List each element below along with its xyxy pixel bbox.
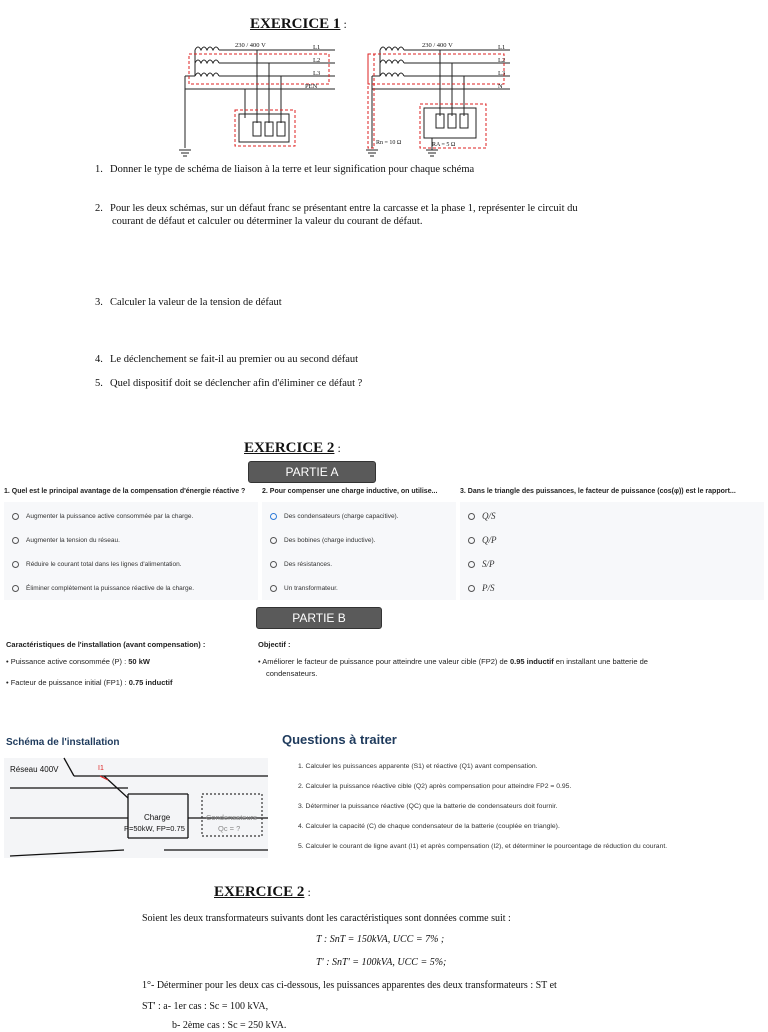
qcm-3-text: 3. Dans le triangle des puissances, le facteur de puissance (cos(φ)) est le rapport... [460, 488, 736, 495]
radio-icon[interactable] [468, 585, 475, 592]
svg-text:230 / 400 V: 230 / 400 V [235, 42, 266, 49]
radio-icon[interactable] [270, 585, 277, 592]
qcm-3-option-4[interactable]: P/S [460, 576, 764, 600]
qcm-1-option-1[interactable]: Augmenter la puissance active consommée par la charge. [4, 504, 258, 528]
carac-item-pf: • Facteur de puissance initial (FP1) : 0.75 inductif [6, 678, 173, 687]
svg-text:L1: L1 [498, 44, 506, 51]
svg-text:230 / 400 V: 230 / 400 V [422, 42, 453, 49]
qcm-2-option-2[interactable]: Des bobines (charge inductive). [262, 528, 456, 552]
radio-icon[interactable] [270, 513, 277, 520]
objectif-text: • Améliorer le facteur de puissance pour atteindre une valeur cible (FP2) de 0.95 inductif en installant une batterie de condensateurs. [258, 657, 648, 678]
ex2b-title: EXERCICE 2 : [214, 884, 311, 900]
svg-text:Réseau 400V: Réseau 400V [10, 765, 59, 774]
svg-text:Condensateurs: Condensateurs [206, 813, 257, 822]
radio-icon[interactable] [12, 561, 19, 568]
question-item: 1. Calculer les puissances apparente (S1) et réactive (Q1) avant compensation. [298, 763, 538, 770]
questions-list [298, 762, 764, 862]
qcm-1-text: 1. Quel est le principal avantage de la compensation d'énergie réactive ? [4, 488, 246, 495]
qcm-1-option-4[interactable]: Éliminer complètement la puissance réactive de la charge. [4, 576, 258, 600]
question-item: 3. Déterminer la puissance réactive (QC) que la batterie de condensateurs doit fournir. [298, 803, 558, 810]
qcm-2-option-3[interactable]: Des résistances. [262, 552, 456, 576]
radio-icon[interactable] [12, 585, 19, 592]
radio-icon[interactable] [468, 561, 475, 568]
svg-text:Qc = ?: Qc = ? [218, 824, 241, 833]
partie-b-banner: PARTIE B [256, 607, 382, 629]
ex1-diagram-left [175, 38, 340, 163]
svg-text:L3: L3 [313, 70, 321, 77]
question-item: 5. Calculer le courant de ligne avant (I1) et après compensation (I2), et déterminer le pourcentage de réduction du courant. [298, 843, 668, 850]
objectif-title: Objectif : [258, 640, 291, 649]
svg-text:L1: L1 [313, 44, 321, 51]
radio-icon[interactable] [468, 537, 475, 544]
ex2b-case-b: b- 2ème cas : Sc = 250 kVA. [172, 1020, 287, 1031]
qcm-question-3 [460, 488, 764, 596]
svg-text:P=50kW, FP=0.75: P=50kW, FP=0.75 [124, 824, 185, 833]
radio-icon[interactable] [270, 561, 277, 568]
qcm-2-option-4[interactable]: Un transformateur. [262, 576, 456, 600]
question-item: 2. Calculer la puissance réactive cible (Q2) après compensation pour atteindre FP2 = 0.95. [298, 783, 572, 790]
transformer-t-prime: T' : SnT' = 100kVA, UCC = 5%; [316, 957, 447, 968]
ex1-diagram-right [360, 38, 515, 163]
svg-text:L2: L2 [498, 57, 506, 64]
installation-schematic [4, 758, 268, 858]
radio-icon[interactable] [270, 537, 277, 544]
svg-text:N: N [498, 83, 503, 90]
ex1-question-2: 2. Pour les deux schémas, sur un défaut franc se présentant entre la carcasse et la phase 1, représenter le circuit du courant de défaut et calculer ou déterminer la valeur du courant de défaut. [95, 203, 578, 227]
ex2b-case-a: ST' : a- 1er cas : Sc = 100 kVA, [142, 1001, 269, 1012]
carac-item-power: • Puissance active consommée (P) : 50 kW [6, 657, 150, 666]
svg-text:I1: I1 [98, 765, 104, 772]
qcm-1-option-3[interactable]: Réduire le courant total dans les lignes d'alimentation. [4, 552, 258, 576]
radio-icon[interactable] [12, 513, 19, 520]
svg-text:PEN: PEN [305, 83, 318, 90]
questions-title: Questions à traiter [282, 732, 397, 747]
ex1-question-4: 4. Le déclenchement se fait-il au premier ou au second défaut [95, 354, 359, 365]
qcm-3-option-3[interactable]: S/P [460, 552, 764, 576]
svg-text:Rn = 10 Ω: Rn = 10 Ω [376, 140, 402, 146]
svg-text:RA = 5 Ω: RA = 5 Ω [432, 142, 456, 148]
svg-text:L2: L2 [313, 57, 321, 64]
transformer-t: T : SnT = 150kVA, UCC = 7% ; [316, 934, 445, 945]
ex1-question-5: 5. Quel dispositif doit se déclencher afin d'éliminer ce défaut ? [95, 378, 363, 389]
qcm-2-option-1[interactable]: Des condensateurs (charge capacitive). [262, 504, 456, 528]
svg-text:L3: L3 [498, 70, 506, 77]
schema-title: Schéma de l'installation [6, 737, 120, 748]
svg-text:Charge: Charge [144, 813, 171, 822]
ex2b-question-1: 1°- Déterminer pour les deux cas ci-dessous, les puissances apparentes des deux transformateurs : ST et [142, 980, 557, 991]
ex2b-intro: Soient les deux transformateurs suivants dont les caractéristiques sont données comme suit : [142, 913, 511, 924]
radio-icon[interactable] [12, 537, 19, 544]
ex1-question-3: 3. Calculer la valeur de la tension de défaut [95, 297, 282, 308]
qcm-question-2 [262, 488, 456, 596]
ex1-title: EXERCICE 1 : [250, 16, 347, 32]
qcm-1-option-2[interactable]: Augmenter la tension du réseau. [4, 528, 258, 552]
qcm-3-option-1[interactable]: Q/S [460, 504, 764, 528]
qcm-3-option-2[interactable]: Q/P [460, 528, 764, 552]
question-item: 4. Calculer la capacité (C) de chaque condensateur de la batterie (couplée en triangle). [298, 823, 560, 830]
carac-title: Caractéristiques de l'installation (avant compensation) : [6, 640, 206, 649]
qcm-2-text: 2. Pour compenser une charge inductive, on utilise... [262, 488, 438, 495]
radio-icon[interactable] [468, 513, 475, 520]
ex1-question-1: 1. Donner le type de schéma de liaison à la terre et leur signification pour chaque schéma [95, 164, 475, 175]
partie-a-banner: PARTIE A [248, 461, 376, 483]
qcm-question-1 [4, 488, 258, 596]
ex2a-title: EXERCICE 2 : [244, 440, 341, 456]
